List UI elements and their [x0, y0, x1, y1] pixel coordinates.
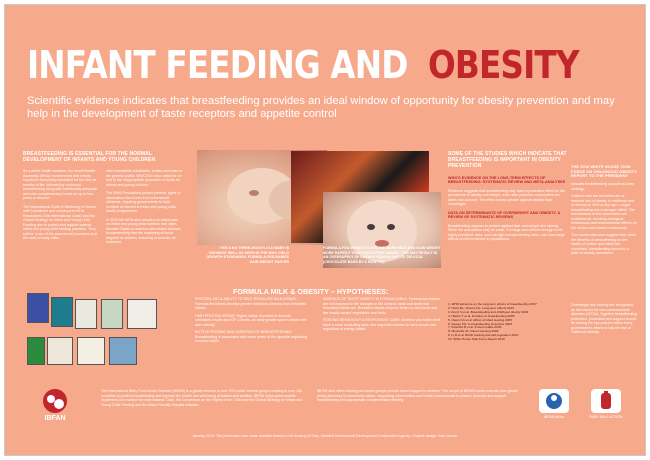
- poster: [4, 4, 646, 456]
- subheading: WHO'S EVIDENCE ON THE LONG-TERM EFFECTS OF BREASTFEEDING: SYSTEMATIC REVIEW AND META-ANALYSES: [448, 175, 566, 185]
- paragraph: Evidence suggests that breastfeeding may have a protective effect on the prevalence of obesity overweight, even after potential confounders are taken into account. The effect seems greater against obesity than overweight.: [448, 188, 565, 207]
- report-cover-9: [109, 337, 137, 365]
- hypothesis-item: ABSENCE OF TASTE VARIETY IN FORMULA MILK: Formula-fed infants are not exposed to the changes in the content, taste and smell that breastfed infants are. Breastfed infants respond better to new foods and are readily accept vegetables and fruits.: [323, 297, 440, 315]
- page-title-accent: OBESITY: [427, 43, 579, 87]
- left-col-b: [106, 169, 183, 249]
- report-cover-7: [47, 337, 73, 365]
- left-col-a: [23, 169, 100, 249]
- right-heading: SOME OF THE STUDIES WHICH INDICATE THAT BREASTFEEDING IS IMPORTANT IN OBESITY PREVENTION: [448, 151, 567, 170]
- report-cover-6: [27, 337, 45, 365]
- ibfan-label: IBFAN: [44, 415, 66, 422]
- subtitle: Scientific evidence indicates that breastfeeding provides an ideal window of opportunity for obesity prevention and may help in the development of taste receptors and appetite control: [27, 95, 615, 120]
- paragraph: The WHA Resolutions protect parents' rights to information that is free from commercial influence, requiring governments to hold conflicts of interest in infant and young child health programmes.: [106, 191, 181, 214]
- ibfan-africa-logo: [539, 389, 569, 413]
- reference-item: 2. Horta BL, Victora CG. Long-term effects 2013: [448, 305, 514, 310]
- reference-item: 10. White House Task Force Report 2010: [448, 337, 505, 342]
- sidebar-box: [571, 165, 637, 259]
- references-list: [448, 303, 563, 342]
- logo-label: IBFAN Africa: [543, 415, 565, 419]
- report-cover-3: [75, 299, 97, 329]
- hypothesis-item: BOTTLE FEEDING AND DURATION OF BREASTFEEDING: Breastfeeding is associated with lower levels of the appetite-regulating hormone leptin.: [195, 330, 307, 343]
- sidebar-item: The current data also suggest that, when the benefits of breastfeeding on the health of mother and infant are combined, breastfeeding becomes a pillar of obesity prevention.: [571, 233, 637, 256]
- reference-item: 1. WHO Evidence on the long-term effects of breastfeeding 2007: [448, 302, 537, 306]
- subheading: DATA ON DETERMINANTS OF OVERWEIGHT AND OBESITY. A REVIEW OF SYSTEMATIC REVIEWS: [448, 210, 561, 220]
- left-heading: BREASTFEEDING IS ESSENTIAL FOR THE NORMAL DEVELOPMENT OF INFANTS AND YOUNG CHILDREN: [23, 151, 156, 164]
- reference-item: 3. Arenz S et al. Breastfeeding and childhood obesity 2004: [448, 309, 529, 314]
- reference-item: 4. Harder T et al. Duration of breastfeeding 2005: [448, 313, 515, 318]
- baby-milk-action-logo: [591, 389, 621, 413]
- hypotheses-title: FORMULA MILK & OBESITY – HYPOTHESES:: [233, 287, 389, 296]
- footer-text: IBFAN also offers training and some groups provide direct support to mothers. The scope of IBFAN's work extends from global policy advocacy to community action, supporting communities and health professionals to protect, promote and support breastfeeding and appropriate complementary feeding.: [317, 389, 518, 402]
- hypothesis-item: FEEDING BEHAVIOUR & RESPONSIVE CARE: Mothers who bottle-feed have a more controlling style that may lead children to have poorer self-regulation of energy intake.: [323, 318, 441, 331]
- paragraph: Breastfeeding appears to protect against later overweight and obesity. While the association may be weak, it is large and uniform enough to be highly prevalent: data, such as high formula feeding rates, can have large effects on the incidence in populations.: [448, 223, 565, 242]
- reference-item: 5. Owen CG et al. Effect of infant feeding 2005: [448, 317, 512, 322]
- reference-item: 8. Mennella JA. Flavor learning 2009: [448, 329, 499, 334]
- footer-credit-line: January 2014. The publication was made possible thanks to the funding of Sida, Swedish International Development Cooperation Agency. Graphic design: Ivan Garcia.: [192, 434, 458, 438]
- report-cover-8: [77, 337, 105, 365]
- reference-item: 9. Li R et al. Bottle feeding and self-regulation 2010: [448, 333, 519, 338]
- report-cover-5: [127, 299, 157, 329]
- reference-item: 6. Dewey KG. Is breastfeeding protective 2003: [448, 321, 512, 326]
- conclusion-text: Overweight and obesity are recognised as risk factors for non-communicable diseases (NCDs). Together breastfeeding protection, promotion and support should be among the key policies within every government's efforts to halt the rise of childhood obesity.: [571, 303, 637, 334]
- paragraph: other breastmilk substitutes, bottles and teats to the general public. WHA 2010 also called for an end to the inappropriate promotion of foods for infants and young children.: [106, 169, 183, 187]
- sidebar-heading: THE 2010 WHITE HOUSE TASK FORCE ON CHILDHOOD OBESITY REPORT TO THE PRESIDENT: [571, 164, 637, 179]
- paragraph: As a public health measure, the World Health Assembly (WHA) recommends that infants should be exclusively breastfed for the first six months of life, followed by continued breastfeeding along with nutritionally adequate and safe complementary foods for up to two years or beyond.: [23, 169, 98, 201]
- right-column: [448, 151, 568, 246]
- reference-item: 7. Koletzko B et al. Protein intake 2009: [448, 325, 502, 330]
- report-cover-4: [101, 299, 123, 329]
- hypotheses-col-2: [323, 297, 441, 335]
- sidebar-item: Children who are breastfed are at reduced risk of obesity in childhood and of obesity by 20% at any age. Longer breastfeeding has a stronger effect. The mechanisms of this association are multifactorial, involving biological, behavioural and environmental effects on the mother and infant's relationship.: [571, 194, 637, 230]
- report-cover-1: [27, 293, 49, 323]
- logo-label: BABY MILK ACTION: [589, 415, 623, 419]
- paragraph: In 2012 the WHA also adopted an action plan on infant and young child nutrition that urges Member States to address diet-related disease, recommending that the marketing of foods targeted at children, including in schools, be restricted.: [106, 217, 182, 245]
- paragraph: The International Code of Marketing of Breast-milk Substitutes and subsequent WHA Resolutions (The International Code) and the Global Strategy for Infant and Young Child Feeding aim to protect and support optimal infant and young child feeding practices. They call for a ban of the commercial promotion (not the sale) of baby-milks,: [23, 204, 98, 241]
- sidebar-item: includes breastfeeding support as a key strategy.: [571, 182, 635, 191]
- photo-caption-1: THIS 8 KG THREE-MONTH-OLD BABY IS GROWING WELL AS SEEN IN THE WHO CHILD GROWTH STANDARDS. FORMULA-FED BABIES GAIN WEIGHT FASTER: [206, 246, 289, 264]
- footer-text: The International Baby Food Action Network (IBFAN) is a global network of over 200 public interest groups working in over 160 countries to protect breastfeeding and improve the health and well-being of babies and families. IBFAN helps governments implement and monitor the International Code, the Convention on the Rights of the Child and the Global Strategy for Infant and Young Child Feeding and the Baby Friendly Hospital Initiative.: [101, 389, 303, 407]
- hypotheses-col-1: [195, 297, 307, 347]
- left-column: [23, 151, 183, 249]
- report-cover-2: [51, 297, 73, 327]
- hypothesis-item: PROTEIN, FAT & ABILITY TO SELF-REGULATE MILK INTAKE: Formula-fed infants develop greater metabolic demand than breastfed infants.: [195, 297, 307, 310]
- page-title: INFANT FEEDING AND: [27, 43, 408, 87]
- photo-caption-2: FORMULA-FED INFANTS CONSUME MORE MILK AND GAIN WEIGHT MORE RAPIDLY THAN BREASTFED BABIES. THIS MAY RESULT IN AN OVERSUPPLY OF ENERGY EQUIVALENT TO 700 KCAL (CHOCOLATE BARS BY 6 MONTHS): [323, 246, 441, 264]
- title-row: [27, 43, 603, 93]
- ibfan-logo: [33, 387, 77, 415]
- hypothesis-item: HIGH PROTEIN INTAKE: Higher intake of protein in formula stimulates insulin and IGF-1 levels, an early growth spurt is linked with later obesity.: [195, 313, 307, 327]
